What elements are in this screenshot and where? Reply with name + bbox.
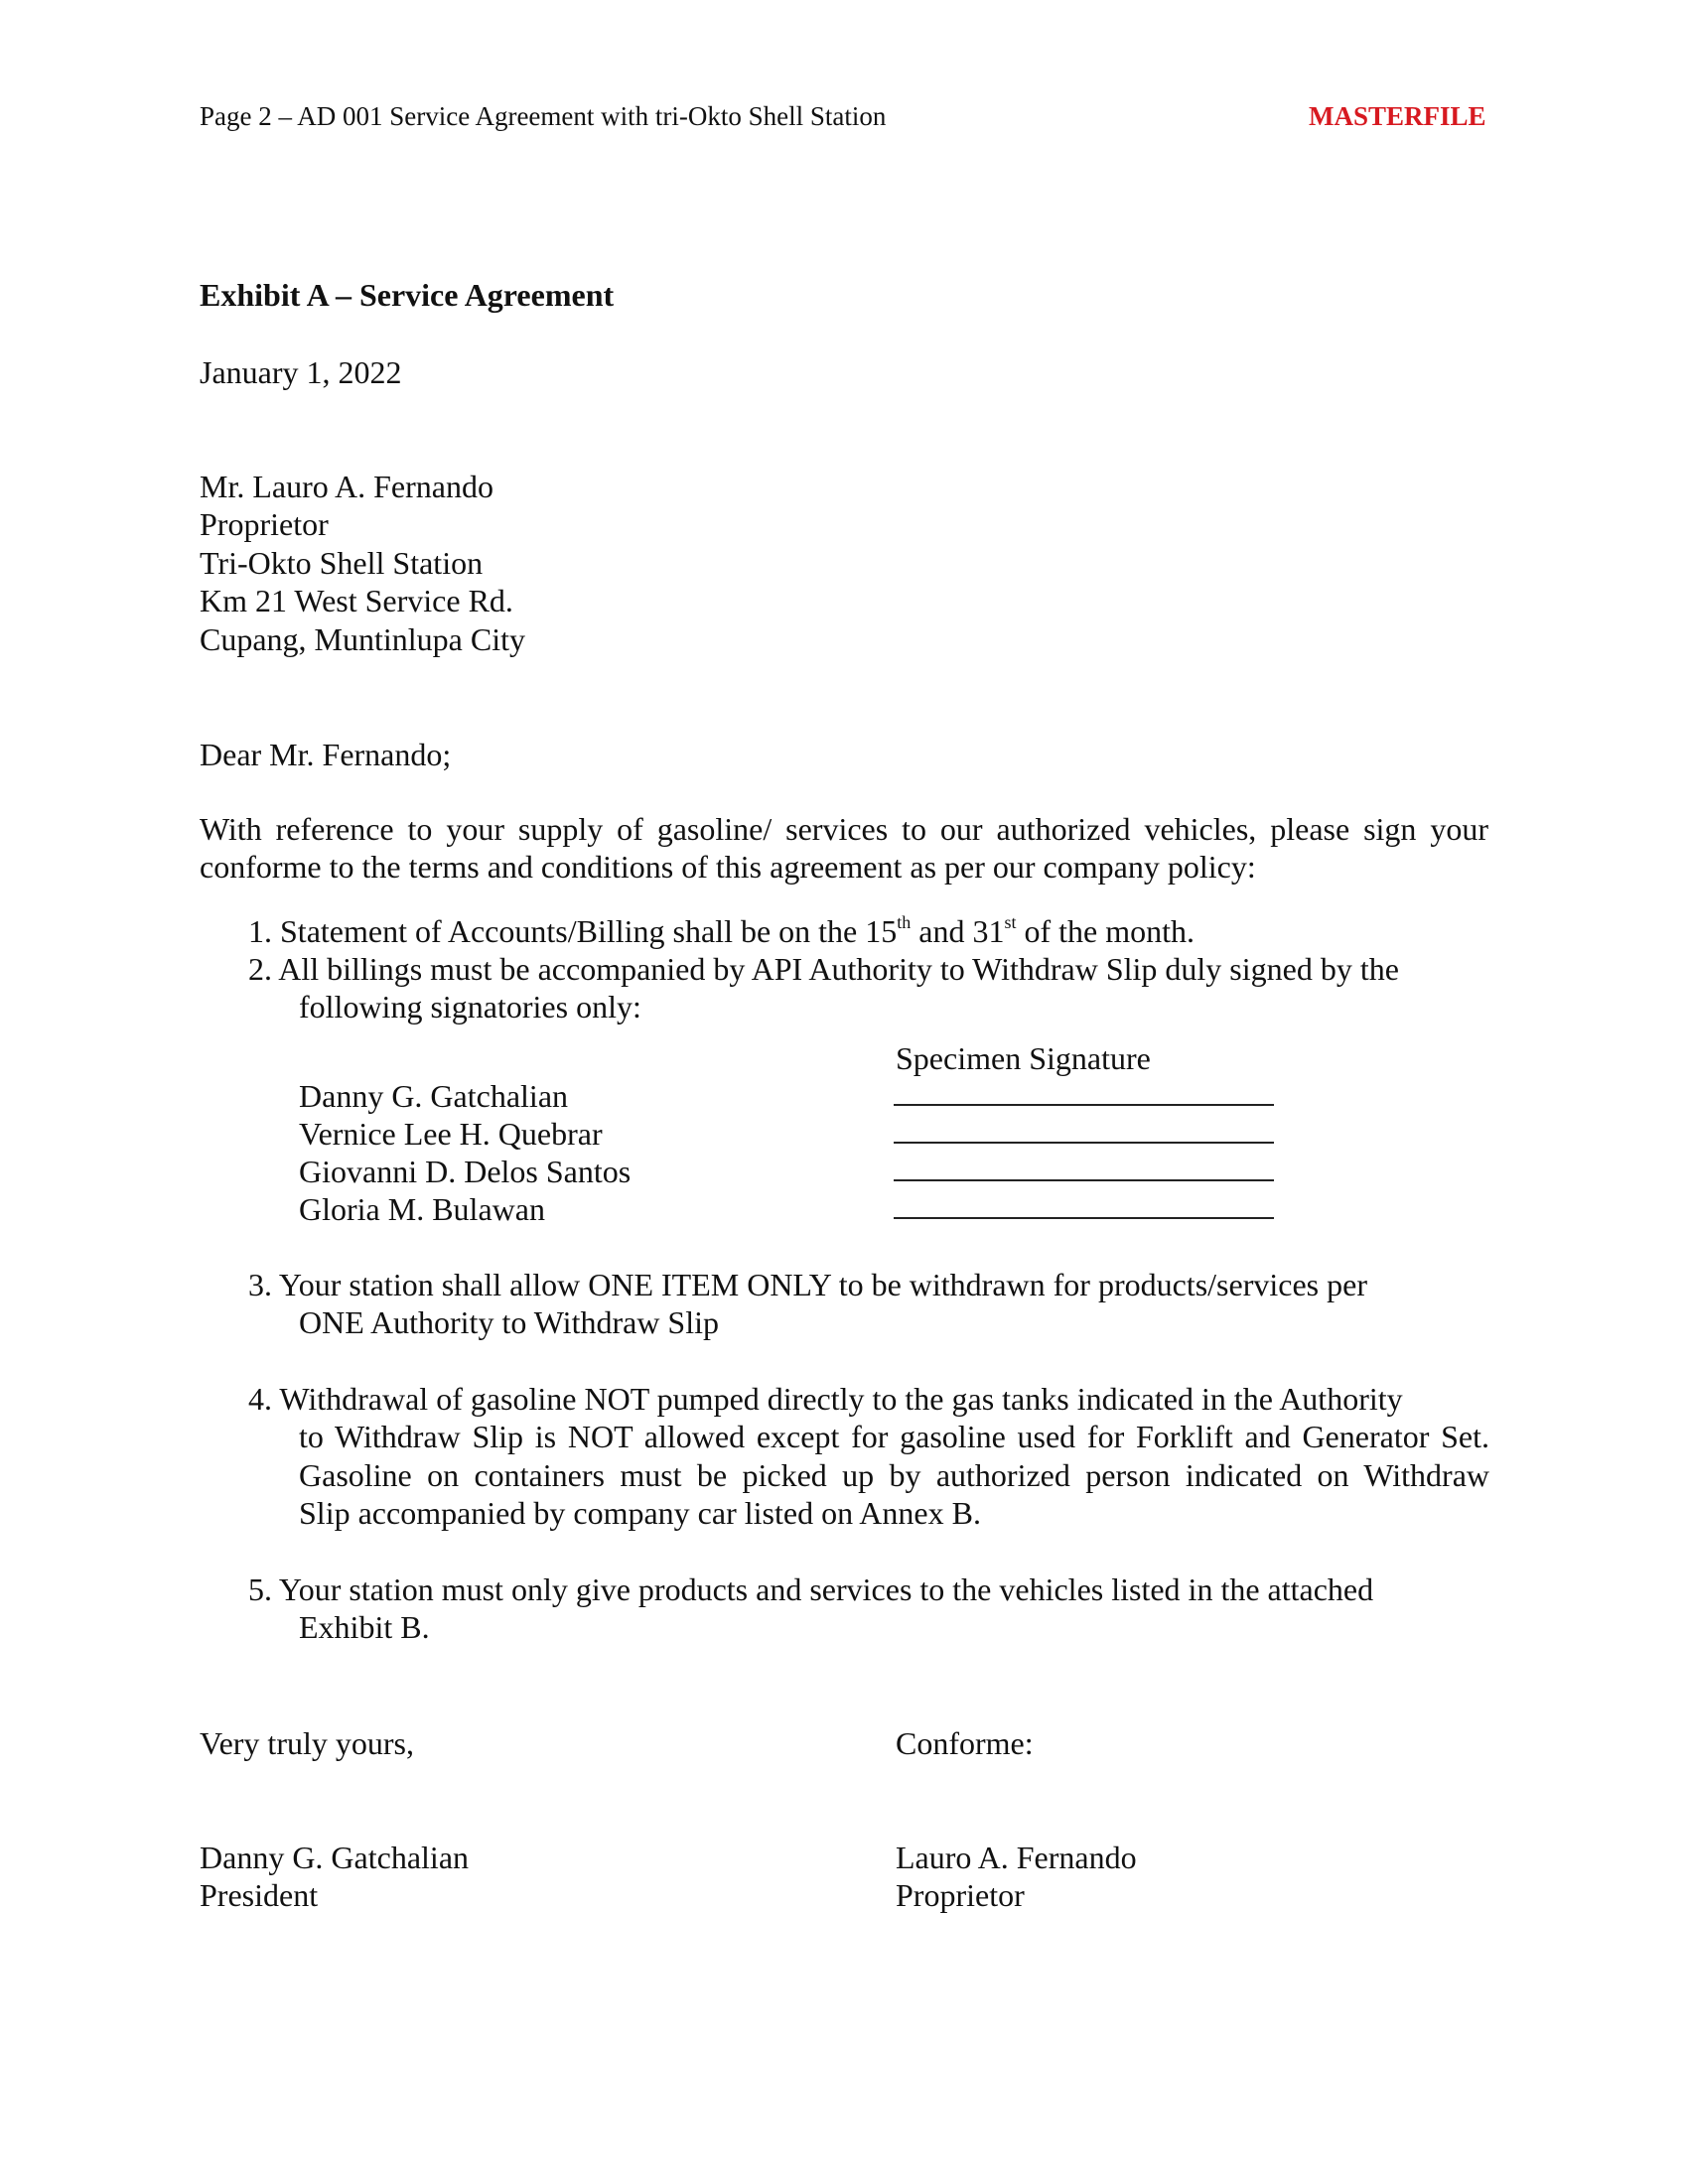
signatory-name: Danny G. Gatchalian bbox=[299, 1078, 569, 1114]
page-header-text: Page 2 – AD 001 Service Agreement with tri-Okto Shell Station bbox=[200, 101, 887, 131]
closing-right: Conforme: bbox=[896, 1725, 1034, 1761]
address-line: Cupang, Muntinlupa City bbox=[200, 620, 525, 657]
signatory-name: Giovanni D. Delos Santos bbox=[299, 1154, 632, 1189]
address-line: Tri-Okto Shell Station bbox=[200, 544, 484, 581]
recipient-address bbox=[200, 468, 525, 658]
term-item-3 bbox=[248, 1266, 1367, 1342]
signature-line bbox=[894, 1217, 1274, 1219]
signature-line bbox=[894, 1104, 1274, 1106]
address-line: Km 21 West Service Rd. bbox=[200, 583, 513, 619]
signature-line bbox=[894, 1179, 1274, 1181]
recipient-name: Lauro A. Fernando bbox=[896, 1840, 1137, 1875]
intro-paragraph bbox=[200, 810, 1488, 887]
sender-name: Danny G. Gatchalian bbox=[200, 1840, 470, 1875]
address-line: Proprietor bbox=[200, 506, 329, 543]
signatory-name: Gloria M. Bulawan bbox=[299, 1191, 545, 1227]
term-item-4 bbox=[248, 1380, 1489, 1533]
term-line: 2. All billings must be accompanied by API Authority to Withdraw Slip duly signed by the bbox=[248, 951, 1399, 987]
intro-line: conforme to the terms and conditions of this agreement as per our company policy: bbox=[200, 849, 1256, 886]
recipient-title: Proprietor bbox=[896, 1877, 1025, 1914]
term-line: Exhibit B. bbox=[299, 1609, 430, 1646]
closing-left: Very truly yours, bbox=[200, 1725, 414, 1761]
masterfile-stamp: MASTERFILE bbox=[1309, 101, 1486, 131]
intro-line: With reference to your supply of gasoline/ services to our authorized vehicles, please sign your bbox=[200, 811, 1488, 847]
signatory-name: Vernice Lee H. Quebrar bbox=[299, 1116, 603, 1152]
address-line: Mr. Lauro A. Fernando bbox=[200, 469, 493, 504]
sender-signature-block bbox=[200, 1839, 469, 1915]
specimen-signature-heading: Specimen Signature bbox=[896, 1040, 1151, 1076]
salutation: Dear Mr. Fernando; bbox=[200, 737, 452, 772]
term-line: to Withdraw Slip is NOT allowed except for gasoline used for Forklift and Generator Set. bbox=[299, 1419, 1489, 1455]
term-item-5 bbox=[248, 1570, 1373, 1647]
term-line: following signatories only: bbox=[299, 989, 641, 1025]
term-item-1: 1. Statement of Accounts/Billing shall be on the 15th and 31st of the month. bbox=[248, 912, 1196, 949]
term-line: 3. Your station shall allow ONE ITEM ONLY to be withdrawn for products/services per bbox=[248, 1267, 1367, 1302]
recipient-signature-block bbox=[896, 1839, 1137, 1915]
term-item-2 bbox=[248, 950, 1399, 1026]
term-line: 4. Withdrawal of gasoline NOT pumped directly to the gas tanks indicated in the Authority bbox=[248, 1381, 1403, 1417]
document-title: Exhibit A – Service Agreement bbox=[200, 277, 615, 313]
sender-title: President bbox=[200, 1877, 319, 1914]
signature-line bbox=[894, 1142, 1274, 1144]
term-line: Gasoline on containers must be picked up by authorized person indicated on Withdraw bbox=[299, 1456, 1489, 1493]
term-line: ONE Authority to Withdraw Slip bbox=[299, 1304, 719, 1341]
term-line: 5. Your station must only give products and services to the vehicles listed in the attached bbox=[248, 1571, 1374, 1607]
letter-date: January 1, 2022 bbox=[200, 354, 402, 390]
term-line: Slip accompanied by company car listed on Annex B. bbox=[299, 1495, 981, 1532]
